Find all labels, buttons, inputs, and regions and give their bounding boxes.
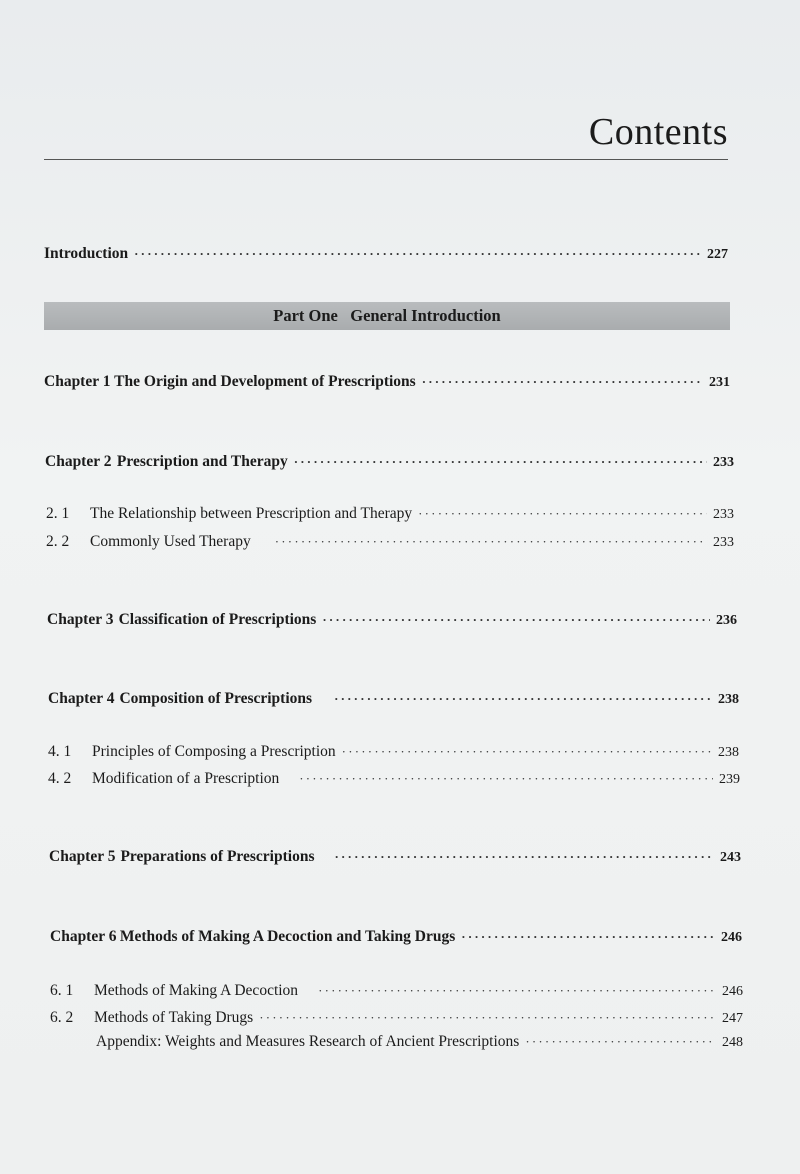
toc-entry-section-4-1 (48, 743, 739, 761)
toc-entry-title: The Relationship between Prescription and Therapy (90, 505, 413, 522)
toc-page-number: 246 (722, 984, 743, 999)
toc-leader-dots (322, 612, 710, 628)
toc-leader-dots (275, 534, 707, 550)
page-title: Contents (588, 111, 728, 153)
toc-entry-title: Composition of Prescriptions (119, 690, 313, 707)
toc-entry-chapter-5 (49, 848, 741, 866)
toc-leader-dots (318, 983, 716, 999)
toc-entry-chapter-3 (47, 611, 737, 629)
toc-page-number: 233 (713, 507, 734, 522)
toc-leader-dots (525, 1034, 716, 1050)
toc-entry-number: Chapter 6 (50, 928, 117, 945)
toc-entry-number: 6. 1 (50, 982, 74, 999)
toc-page-number: 227 (707, 247, 728, 262)
toc-entry-chapter-6 (50, 928, 742, 946)
toc-entry-title: Preparations of Prescriptions (120, 848, 315, 865)
toc-leader-dots (334, 849, 714, 865)
toc-entry-title: Methods of Making A Decoction and Taking Drugs (119, 928, 456, 945)
toc-page-number: 233 (713, 455, 734, 470)
toc-page-number: 236 (716, 613, 737, 628)
toc-entry-title: The Origin and Development of Prescriptions (114, 373, 416, 390)
toc-entry-chapter-2 (45, 453, 734, 471)
toc-leader-dots (342, 744, 712, 760)
toc-entry-number: Chapter 3 (47, 611, 114, 628)
part-heading: Part One General Introduction (273, 306, 501, 325)
toc-page-number: 247 (722, 1011, 743, 1026)
toc-page-number: 239 (719, 772, 740, 787)
toc-entry-number: Chapter 2 (45, 453, 112, 470)
toc-entry-title: Modification of a Prescription (92, 770, 280, 787)
title-rule (44, 159, 728, 160)
toc-entry-title: Appendix: Weights and Measures Research of Ancient Prescriptions (96, 1033, 520, 1050)
toc-leader-dots (334, 691, 712, 707)
toc-page-number: 238 (718, 745, 739, 760)
toc-page-number: 243 (720, 850, 741, 865)
toc-leader-dots (294, 454, 707, 470)
toc-entry-number: 6. 2 (50, 1009, 74, 1026)
toc-entry-title: Principles of Composing a Prescription (92, 743, 336, 760)
toc-page-number: 248 (722, 1035, 743, 1050)
toc-leader-dots (299, 771, 713, 787)
toc-leader-dots (422, 374, 703, 390)
toc-page-number: 231 (709, 375, 730, 390)
toc-entry-number: 4. 1 (48, 743, 72, 760)
toc-entry-number: Chapter 5 (49, 848, 116, 865)
toc-entry-chapter-4 (48, 690, 739, 708)
toc-leader-dots (418, 506, 707, 522)
toc-leader-dots (461, 929, 715, 945)
toc-entry-introduction (44, 245, 728, 263)
toc-entry-title: Classification of Prescriptions (118, 611, 317, 628)
toc-entry-label: Introduction (44, 245, 129, 262)
toc-entry-number: Chapter 1 (44, 373, 111, 390)
toc-entry-section-6-1 (50, 982, 743, 1000)
toc-entry-number: 2. 1 (46, 505, 70, 522)
toc-entry-number: 2. 2 (46, 533, 70, 550)
toc-entry-section-2-1 (46, 505, 734, 523)
toc-entry-title: Methods of Taking Drugs (94, 1009, 254, 1026)
toc-entry-number: 4. 2 (48, 770, 72, 787)
toc-entry-section-2-2 (46, 533, 734, 551)
toc-page-number: 233 (713, 535, 734, 550)
toc-leader-dots (134, 246, 701, 262)
toc-entry-title: Commonly Used Therapy (90, 533, 251, 550)
toc-entry-number: Chapter 4 (48, 690, 115, 707)
toc-entry-section-4-2 (48, 770, 740, 788)
toc-entry-appendix (96, 1033, 743, 1051)
toc-entry-section-6-2 (50, 1009, 743, 1027)
toc-entry-title: Methods of Making A Decoction (94, 982, 299, 999)
toc-page-number: 246 (721, 930, 742, 945)
part-heading-band (44, 302, 730, 330)
toc-entry-title: Prescription and Therapy (116, 453, 288, 470)
toc-page-number: 238 (718, 692, 739, 707)
toc-entry-chapter-1 (44, 373, 730, 391)
toc-leader-dots (259, 1010, 716, 1026)
